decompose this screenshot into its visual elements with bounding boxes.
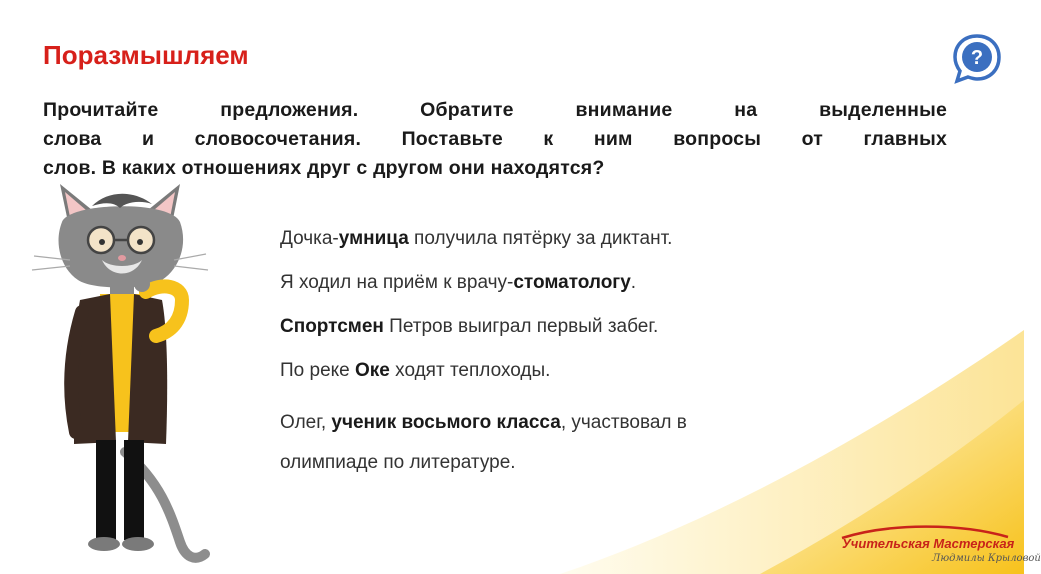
question-bubble-icon[interactable] <box>949 30 1005 86</box>
example-sentence: Я ходил на приём к врачу-стоматологу. <box>280 272 637 293</box>
example-sentence: Спортсмен Петров выиграл первый забег. <box>280 316 659 337</box>
example-sentence: Олег, ученик восьмого класса, участвовал в <box>280 412 687 433</box>
help-icon-symbol: ? <box>970 47 984 69</box>
logo-main-text: Учительская Мастерская <box>842 536 1015 551</box>
page-title: Поразмышляем <box>43 40 249 70</box>
task-line: слова и словосочетания. Поставьте к ним вопросы от главных <box>43 128 947 150</box>
example-sentence: Дочка-умница получила пятёрку за диктант. <box>280 228 673 249</box>
task-line: слов. В каких отношениях друг с другом они находятся? <box>43 157 605 179</box>
task-line: Прочитайте предложения. Обратите внимание на выделенные <box>43 99 947 121</box>
brand-logo <box>836 525 1041 571</box>
task-instructions <box>43 96 947 183</box>
cat-teacher-illustration <box>30 182 230 572</box>
example-sentence-continued: олимпиаде по литературе. <box>280 452 516 473</box>
logo-sub-text: Людмилы Крыловой <box>932 553 1041 564</box>
example-sentence: По реке Оке ходят теплоходы. <box>280 360 551 381</box>
